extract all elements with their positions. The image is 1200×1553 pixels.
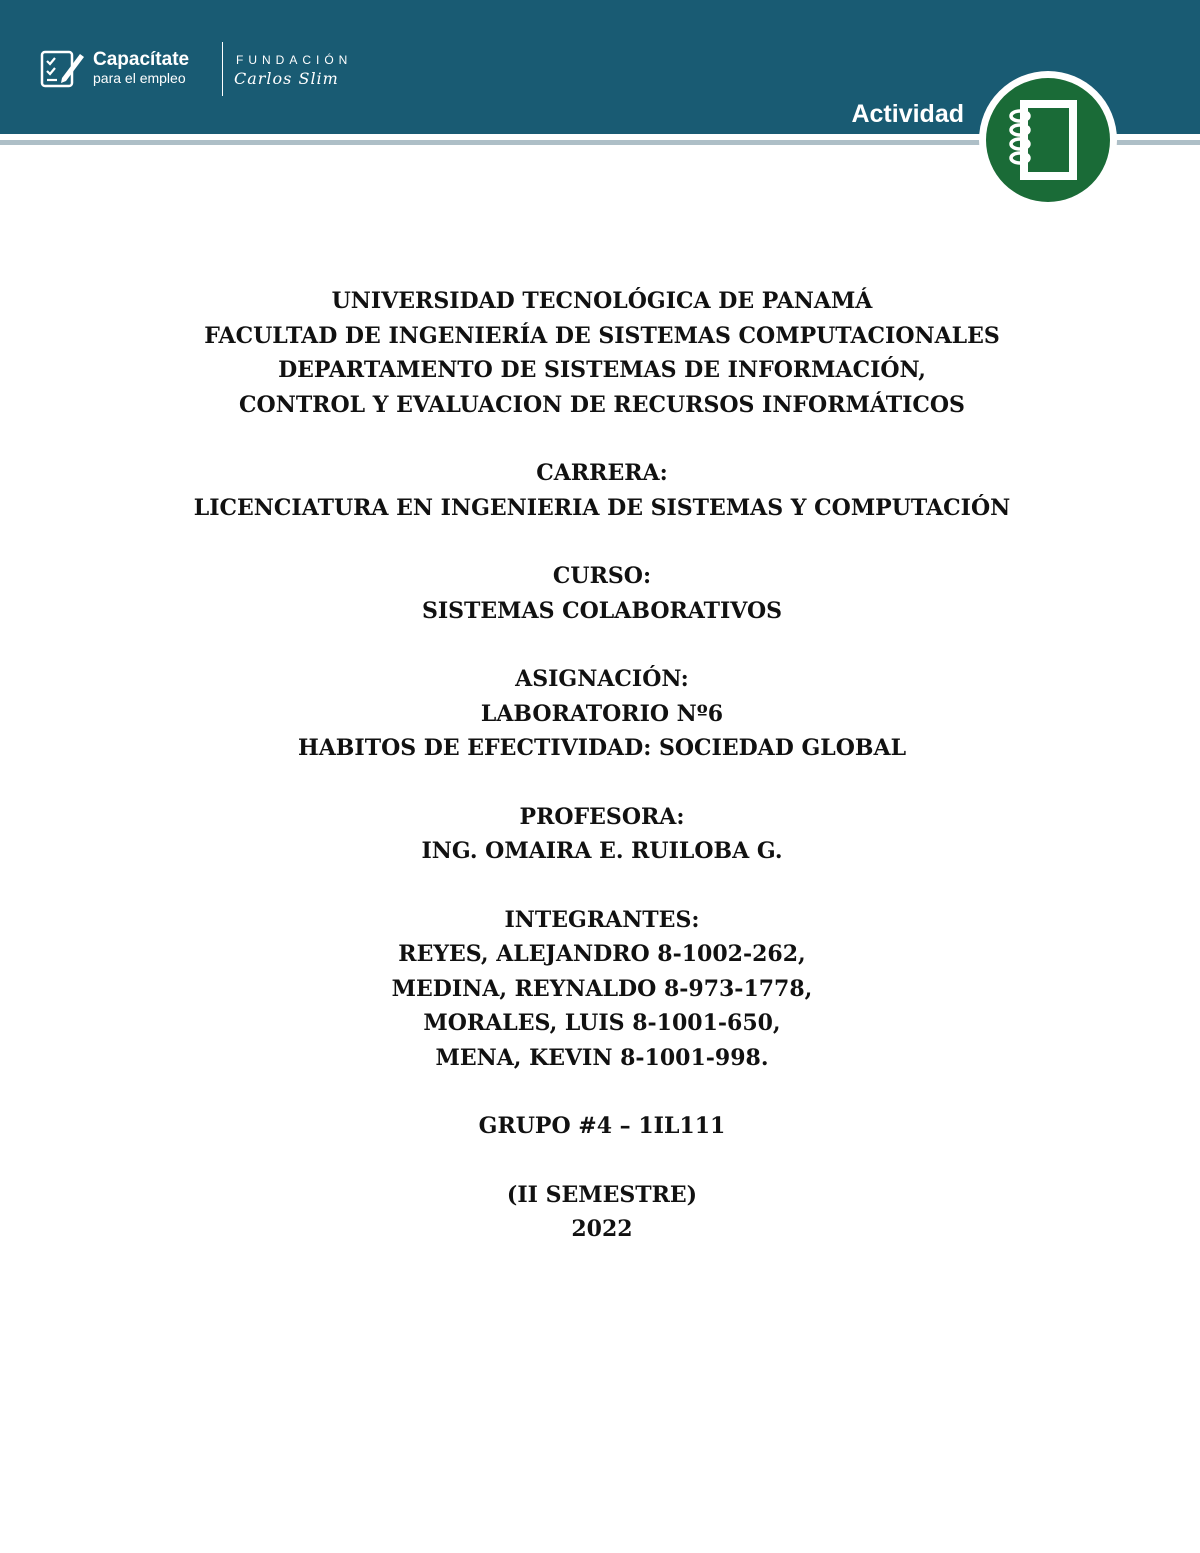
career-label: CARRERA: (536, 460, 668, 486)
foundation-signature: Carlos Slim (234, 69, 339, 88)
brand-name: Capacítate (93, 49, 190, 70)
professor-label: PROFESORA: (519, 803, 685, 830)
member-item: REYES, ALEJANDRO 8-1002-262, (398, 941, 806, 967)
course-value: SISTEMAS COLABORATIVOS (421, 597, 783, 624)
cover-content (100, 284, 1104, 1281)
assignment-title: HABITOS DE EFECTIVIDAD: SOCIEDAD GLOBAL (297, 735, 907, 761)
brand-divider (222, 42, 223, 96)
term-block (100, 1178, 1104, 1247)
activity-notebook-icon (978, 70, 1118, 210)
assignment-lab: LABORATORIO Nº6 (480, 700, 724, 727)
activity-label: Actividad (851, 100, 964, 128)
brand-tagline: para el empleo (93, 70, 186, 86)
members-block (100, 903, 1104, 1076)
members-label: INTEGRANTES: (504, 906, 700, 933)
course-block (100, 559, 1104, 628)
course-label: CURSO: (552, 563, 652, 589)
institution-block (100, 284, 1104, 422)
career-block (100, 456, 1104, 525)
assignment-label: ASIGNACIÓN: (515, 666, 689, 692)
foundation-name: FUNDACIÓN (236, 53, 353, 67)
professor-name: ING. OMAIRA E. RUILOBA G. (421, 838, 783, 864)
professor-block (100, 800, 1104, 869)
assignment-block (100, 662, 1104, 766)
department-line-1: DEPARTAMENTO DE SISTEMAS DE INFORMACIÓN, (278, 357, 926, 383)
checklist-pen-icon (40, 48, 86, 90)
member-item: MEDINA, REYNALDO 8-973-1778, (391, 975, 813, 1002)
group-block (100, 1109, 1104, 1144)
member-item: MENA, KEVIN 8-1001-998. (435, 1044, 769, 1071)
year: 2022 (571, 1216, 633, 1242)
member-item: MORALES, LUIS 8-1001-650, (423, 1010, 781, 1036)
faculty-name: FACULTAD DE INGENIERÍA DE SISTEMAS COMPUTACIONALES (204, 322, 1000, 349)
department-line-2: CONTROL Y EVALUACION DE RECURSOS INFORMÁTICOS (239, 391, 965, 418)
group-code: GRUPO #4 – 1IL111 (478, 1113, 726, 1139)
university-name: UNIVERSIDAD TECNOLÓGICA DE PANAMÁ (331, 288, 873, 314)
career-value: LICENCIATURA EN INGENIERIA DE SISTEMAS Y COMPUTACIÓN (193, 494, 1011, 521)
semester: (II SEMESTRE) (506, 1181, 698, 1208)
